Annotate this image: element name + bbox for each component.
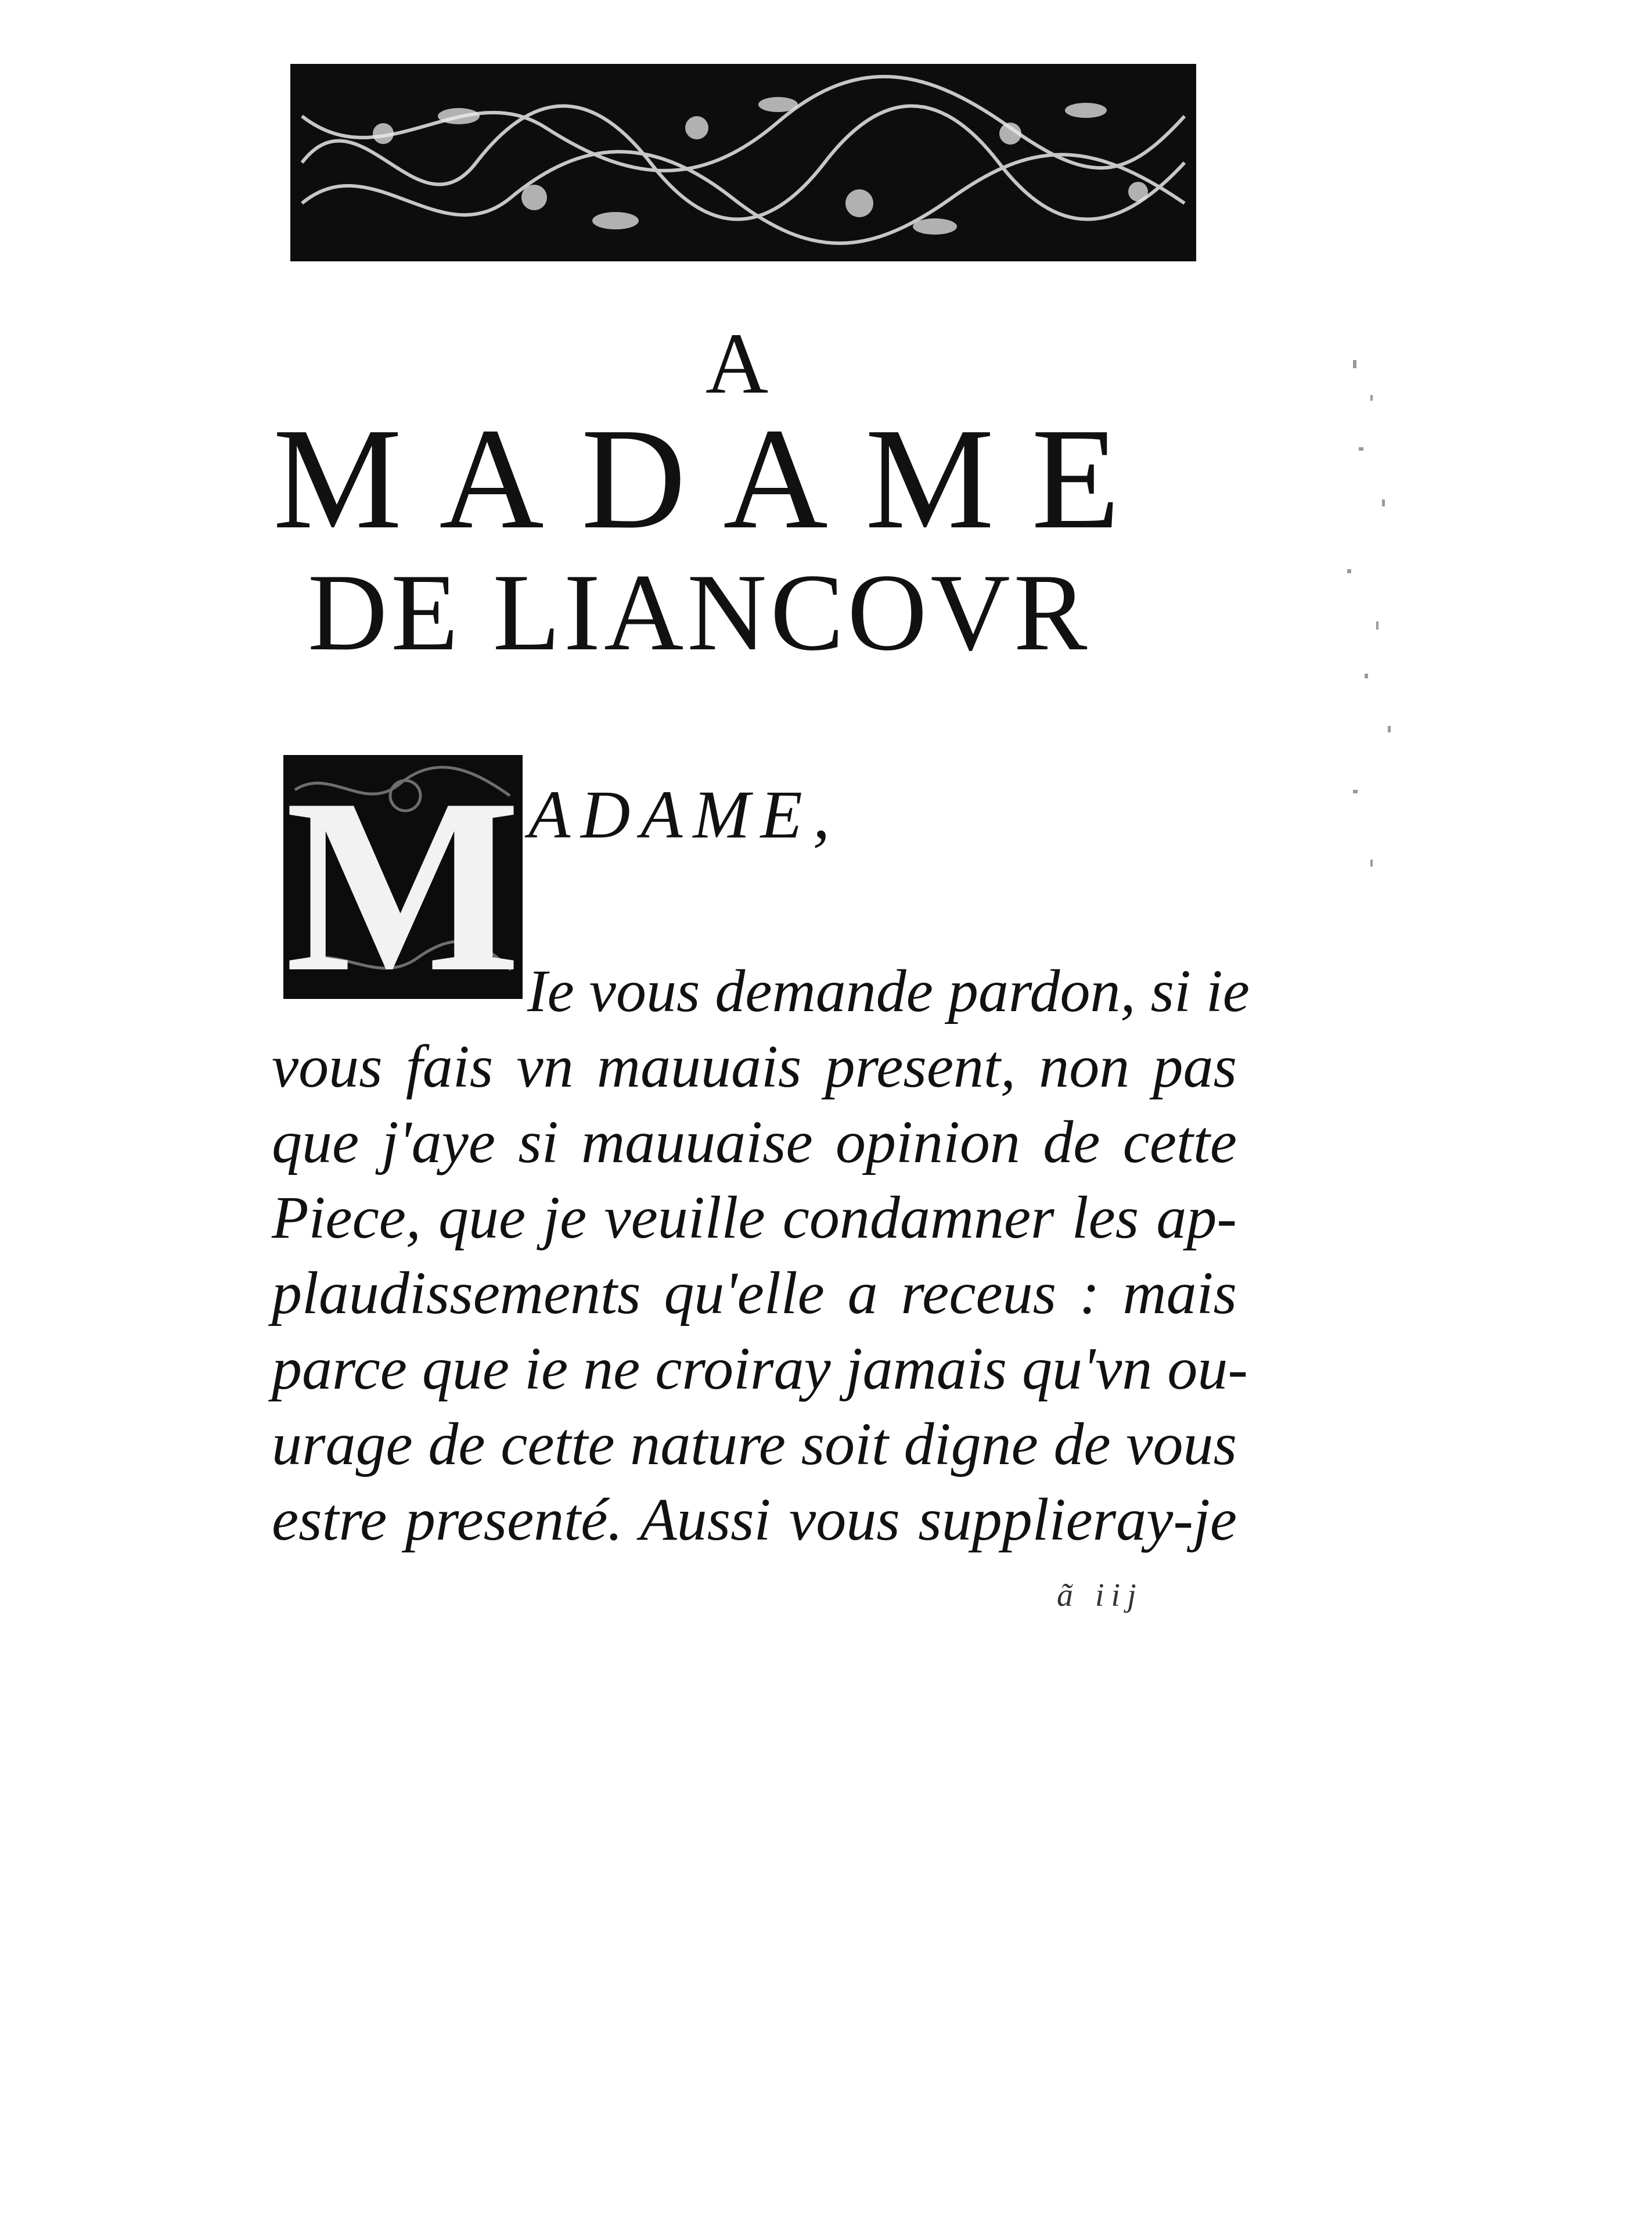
dropcap-letter: M xyxy=(285,747,521,1024)
title-madame: MADAME xyxy=(273,398,1157,559)
body-line: parce que ie ne croiray jamais qu'vn ou- xyxy=(272,1335,1248,1402)
body-line: Ie vous demande pardon, si ie xyxy=(527,958,1250,1024)
body-line: vous fais vn mauuais present, non pas xyxy=(272,1033,1237,1100)
body-line: que j'aye si mauuaise opinion de cette xyxy=(272,1109,1237,1175)
signature-mark: ã iij xyxy=(1057,1577,1143,1613)
scan-speckle-strip xyxy=(1336,348,1405,929)
floral-ornament-icon xyxy=(290,64,1196,261)
body-line: Piece, que je veuille condamner les ap- xyxy=(272,1184,1237,1251)
body-line: plaudissements qu'elle a receus : mais xyxy=(272,1260,1237,1326)
dropcap xyxy=(283,747,523,1024)
title-liancour: DE LIANCOVR xyxy=(308,552,1091,674)
body-line: estre presenté. Aussi vous supplieray-je xyxy=(272,1486,1237,1553)
salutation: ADAME, xyxy=(528,777,841,853)
ornamental-headpiece xyxy=(290,64,1196,261)
title-a-text: A xyxy=(705,315,770,412)
body-line: urage de cette nature soit digne de vous xyxy=(272,1411,1237,1478)
